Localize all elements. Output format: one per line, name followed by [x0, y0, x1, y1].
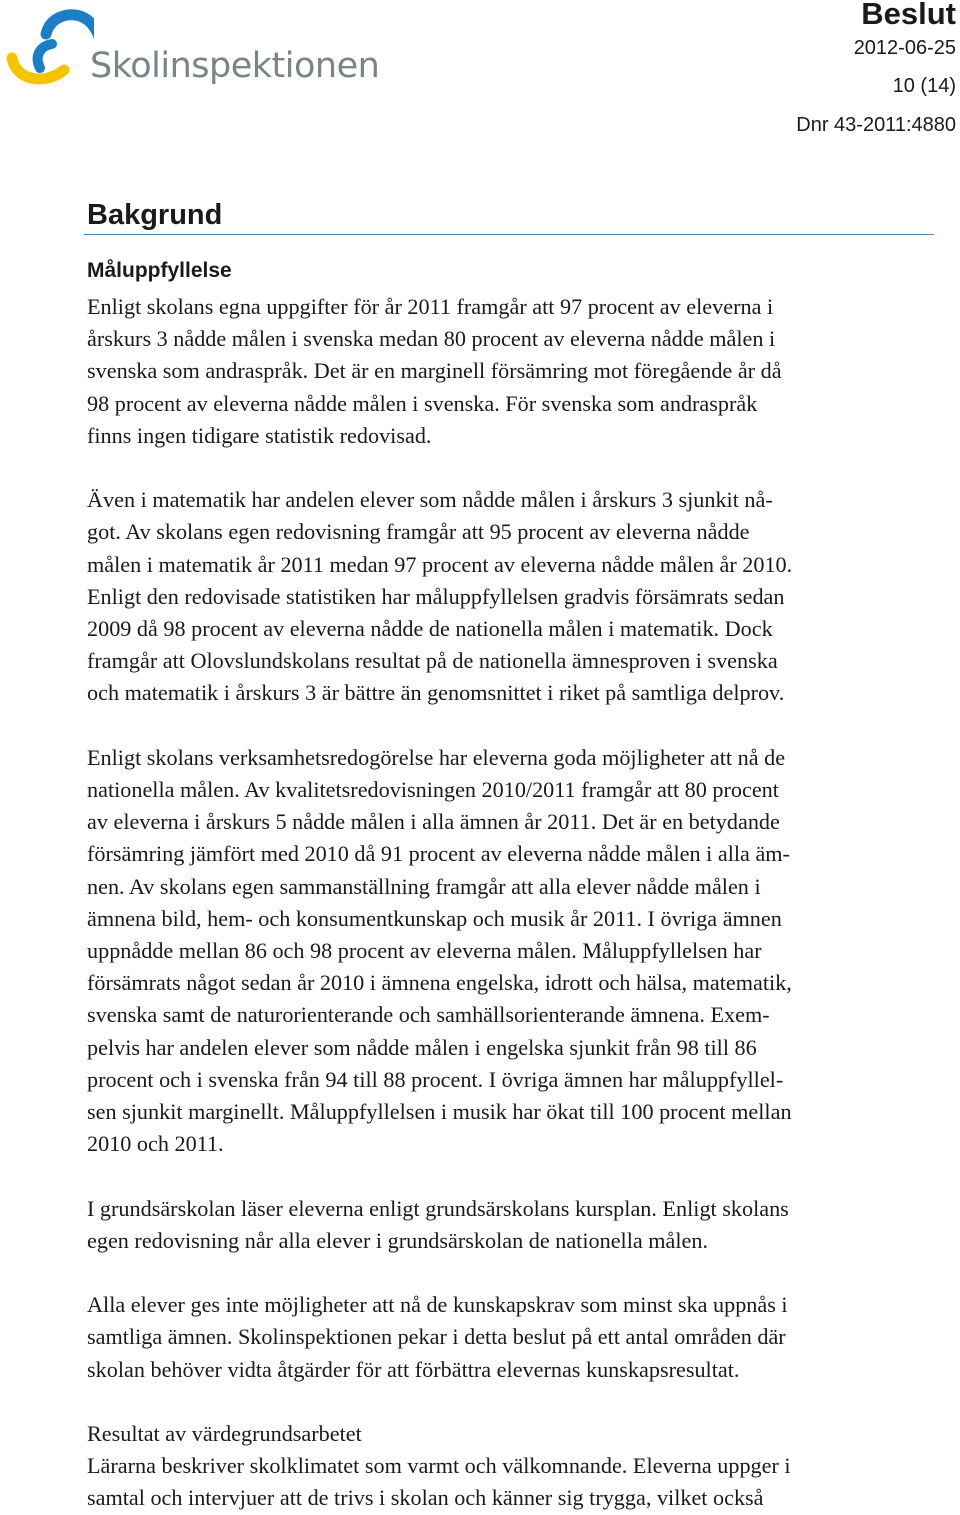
- text-line: svenska samt de naturorienterande och samhällsorienterande ämnena. Exem-: [87, 1002, 770, 1028]
- text-line: Enligt den redovisade statistiken har måluppfyllelsen gradvis försämrats sedan: [87, 583, 785, 609]
- text-line: sen sjunkit marginellt. Måluppfyllelsen i musik har ökat till 100 procent mellan: [87, 1099, 792, 1125]
- text-line: Enligt skolans verksamhetsredogörelse har eleverna goda möjligheter att nå de: [87, 744, 786, 770]
- text-line: 2009 då 98 procent av eleverna nådde de nationella målen i matematik. Dock: [87, 616, 773, 642]
- text-line: 2010 och 2011.: [87, 1131, 224, 1157]
- document-body: [87, 291, 937, 1515]
- text-line: samtliga ämnen. Skolinspektionen pekar i detta beslut på ett antal områden där: [87, 1324, 786, 1350]
- skolinspektionen-logo: [4, 6, 380, 92]
- paragraph: [87, 1193, 937, 1257]
- text-line: pelvis har andelen elever som nådde målen i engelska sjunkit från 98 till 86: [87, 1034, 757, 1060]
- paragraph: [87, 1418, 937, 1515]
- section-subtitle: Måluppfyllelse: [87, 259, 232, 282]
- paragraph: [87, 742, 937, 1161]
- text-line: av eleverna i årskurs 5 nådde målen i alla ämnen år 2011. Det är en betydande: [87, 809, 780, 835]
- section-divider: [84, 234, 934, 235]
- text-line: egen redovisning når alla elever i grundsärskolan de nationella målen.: [87, 1227, 709, 1253]
- text-line: uppnådde mellan 86 och 98 procent av eleverna målen. Måluppfyllelsen har: [87, 938, 762, 964]
- text-line: 98 procent av eleverna nådde målen i svenska. För svenska som andraspråk: [87, 390, 758, 416]
- text-line: got. Av skolans egen redovisning framgår att 95 procent av eleverna nådde: [87, 519, 750, 545]
- text-line: försämring jämfört med 2010 då 91 procent av eleverna nådde målen i alla äm-: [87, 841, 790, 867]
- text-line: nationella målen. Av kvalitetsredovisningen 2010/2011 framgår att 80 procent: [87, 777, 779, 803]
- text-line: I grundsärskolan läser eleverna enligt grundsärskolans kursplan. Enligt skolans: [87, 1195, 789, 1221]
- text-line: framgår att Olovslundskolans resultat på de nationella ämnesproven i svenska: [87, 648, 778, 674]
- text-line: nen. Av skolans egen sammanställning framgår att alla elever nådde målen i: [87, 873, 761, 899]
- logo-mark-icon: [4, 6, 94, 92]
- text-line: målen i matematik år 2011 medan 97 procent av eleverna nådde målen år 2010.: [87, 551, 793, 577]
- section-title: Bakgrund: [87, 199, 223, 231]
- text-line: samtal och intervjuer att de trivs i skolan och känner sig trygga, vilket också: [87, 1485, 764, 1511]
- text-line: ämnena bild, hem- och konsumentkunskap och musik år 2011. I övriga ämnen: [87, 905, 782, 931]
- text-line: skolan behöver vidta åtgärder för att förbättra elevernas kunskapsresultat.: [87, 1356, 740, 1382]
- text-line: årskurs 3 nådde målen i svenska medan 80 procent av eleverna nådde målen i: [87, 326, 776, 352]
- paragraph-heading: Resultat av värdegrundsarbetet: [87, 1421, 362, 1447]
- text-line: svenska som andraspråk. Det är en marginell försämring mot föregående år då: [87, 358, 782, 384]
- paragraph: [87, 1289, 937, 1386]
- text-line: procent och i svenska från 94 till 88 procent. I övriga ämnen har måluppfyllel-: [87, 1066, 784, 1092]
- document-type: Beslut: [861, 0, 956, 31]
- text-line: Enligt skolans egna uppgifter för år 2011 framgår att 97 procent av eleverna i: [87, 294, 774, 319]
- logo-wordmark: Skolinspektionen: [90, 46, 380, 86]
- text-line: Lärarna beskriver skolklimatet som varmt och välkomnande. Eleverna uppger i: [87, 1453, 791, 1479]
- paragraph: [87, 484, 937, 709]
- text-line: finns ingen tidigare statistik redovisad.: [87, 422, 432, 448]
- paragraph: [87, 291, 937, 452]
- document-date: 2012-06-25: [853, 37, 956, 59]
- page-number: 10 (14): [892, 75, 956, 97]
- text-line: och matematik i årskurs 3 är bättre än genomsnittet i riket på samtliga delprov.: [87, 680, 785, 706]
- case-number: Dnr 43-2011:4880: [796, 114, 956, 136]
- text-line: Alla elever ges inte möjligheter att nå de kunskapskrav som minst ska uppnås i: [87, 1292, 788, 1318]
- text-line: Även i matematik har andelen elever som nådde målen i årskurs 3 sjunkit nå-: [87, 487, 773, 513]
- text-line: försämrats något sedan år 2010 i ämnena engelska, idrott och hälsa, matematik,: [87, 970, 792, 996]
